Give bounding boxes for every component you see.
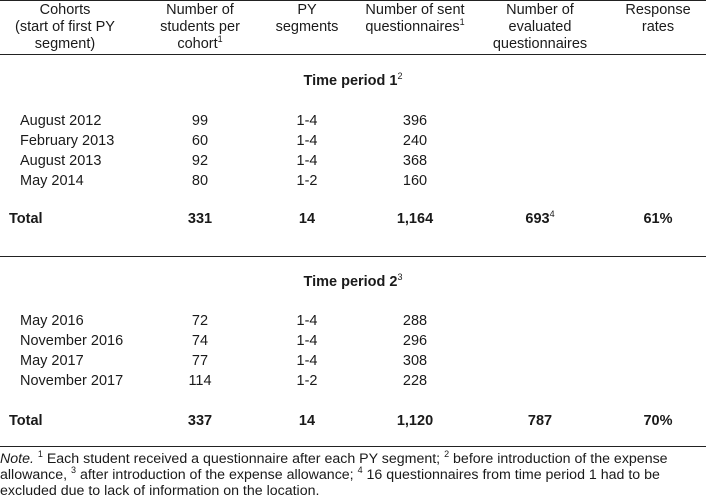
top-rule (0, 0, 706, 1)
section-rule (0, 256, 706, 257)
bottom-rule (0, 446, 706, 447)
table-note: Note. $^1$ Each student received a questionnaire after each PY segment; $^2$ before introduction of the expense allowance, $^3$ after introduction of the expense allowance; $^4$ 16 questionnaires from time period 1 had to be excluded due to lack of information on the location. (0, 449, 668, 499)
header-sent: Number of sent questionnaires$^1$ (365, 2, 465, 35)
header-evaluated: Number of evaluated questionnaires (492, 2, 588, 52)
header-segments: PY segments (275, 2, 339, 35)
period1-title: Time period $1^2$ (303, 71, 403, 89)
period2-title: Time period $2^3$ (303, 272, 403, 290)
header-rule (0, 54, 706, 55)
header-cohorts: Cohorts (start of first PY segment) (15, 2, 115, 52)
header-response-rates: Response rates (625, 2, 691, 35)
period1-total-evaluated: $693^4$ (525, 209, 555, 227)
header-students: Number of students per cohort$^1$ (160, 2, 240, 52)
